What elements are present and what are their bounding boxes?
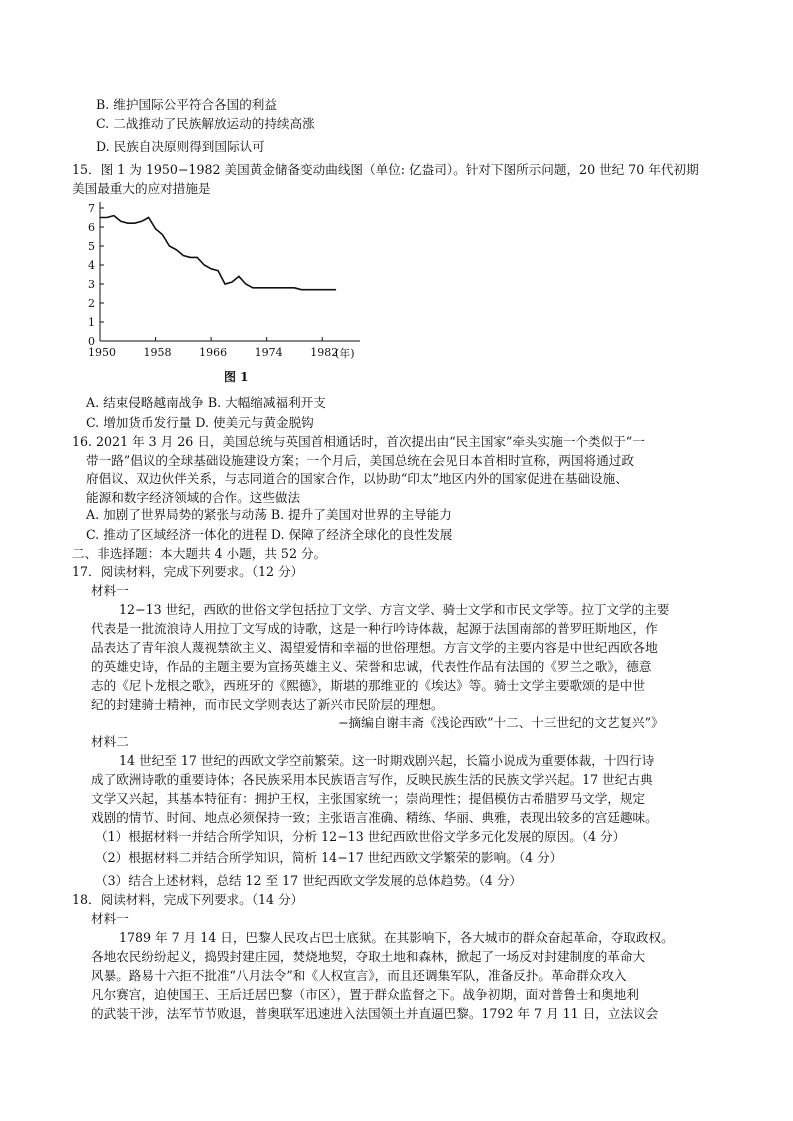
q16-stem-line3: 府倡议、双边伙伴关系，与志同道合的国家合作，以协助“印太”地区内外的国家促进在基础设施、 (86, 471, 628, 486)
q16-stem-line2: 带一路”倡议的全球基础设施建设方案；一个月后，美国总统在会见日本首相时宣称，两国将通过政 (86, 453, 634, 468)
q18-m1-line2: 各地农民纷纷起义，捣毁封建庄园，焚烧地契，夺取土地和森林，掀起了一场反对封建制度的革命大 (91, 949, 646, 964)
gold-reserve-chart (80, 198, 380, 383)
q17-material1-title: 材料一 (91, 583, 129, 598)
y-tick-label: 1 (88, 316, 95, 329)
q18-heading: 18．阅读材料，完成下列要求。（14 分） (72, 892, 304, 907)
x-tick-label: 1950 (88, 346, 116, 359)
q16-stem-line4: 能源和数字经济领域的合作。这些做法 (86, 490, 301, 505)
y-tick-label: 3 (88, 278, 95, 291)
y-tick-label: 4 (88, 259, 95, 272)
q17-m1-source: −摘编自谢丰斋《浅论西欧”十二、十三世纪的文艺复兴”》 (338, 715, 664, 730)
chart-x-ticks (88, 337, 338, 359)
q17-requirement-2: （2）根据材料二并结合所学知识，简析 14−17 世纪西欧文学繁荣的影响。（4 分） (95, 850, 563, 865)
q16-options-ab: A. 加剧了世界局势的紧张与动荡 B. 提升了美国对世界的主导能力 (86, 507, 452, 522)
q17-m2-line1: 14 世纪至 17 世纪的西欧文学空前繁荣。这一时期戏剧兴起，长篇小说成为重要体裁，十四行诗 (119, 753, 655, 768)
q17-requirement-1: （1）根据材料一并结合所学知识，分析 12−13 世纪西欧世俗文学多元化发展的原因。（4 分） (95, 829, 626, 844)
y-tick-label: 2 (88, 297, 95, 310)
q17-m2-line2: 成了欧洲诗歌的重要诗体；各民族采用本民族语言写作，反映民族生活的民族文学兴起。17 世纪古典 (91, 772, 653, 787)
q18-material1-title: 材料一 (91, 911, 129, 926)
q18-m1-line3: 风暴。路易十六拒不批准“八月法令”和《人权宣言》，而且还调集军队，准备反扑。革命群众攻入 (91, 968, 627, 983)
q16-stem-line1: 16. 2021 年 3 月 26 日，美国总统与英国首相通话时，首次提出由“民主国家”牵头实施一个类似于“一 (72, 434, 645, 449)
x-tick-label: 1966 (199, 346, 228, 359)
y-tick-label: 5 (88, 240, 95, 253)
q14-option-c: C. 二战推动了民族解放运动的持续高涨 (96, 116, 315, 131)
q17-m1-line5: 志的《尼卜龙根之歌》，西班牙的《熙德》，斯堪的那维亚的《埃达》等。骑士文学主要歌颂的是中世 (91, 678, 646, 693)
y-tick-label: 6 (88, 221, 95, 234)
q17-m1-line3: 品表达了青年浪人蔑视禁欲主义、渴望爱情和幸福的世俗理想。方言文学的主要内容是中世纪西欧各地 (91, 640, 658, 655)
q17-m1-line4: 的英雄史诗，作品的主题主要为宣扬英雄主义、荣誉和忠诚，代表性作品有法国的《罗兰之歌》，德意 (91, 659, 652, 674)
q16-options-cd: C. 推动了区域经济一体化的进程 D. 保障了经济全球化的良性发展 (86, 527, 453, 542)
q18-m1-line4: 凡尔赛宫，迫使国王、王后迁居巴黎（市区），置于群众监督之下。战争初期，面对普鲁士和奥地利 (91, 987, 639, 1002)
figure-caption: 图 1 (224, 370, 249, 384)
gold-reserve-line (100, 216, 336, 290)
q17-m2-line3: 文学又兴起，其基本特征有：拥护王权，主张国家统一；崇尚理性；提倡模仿古希腊罗马文学，规定 (91, 791, 646, 806)
q15-options-cd: C. 增加货币发行量 D. 使美元与黄金脱钩 (86, 415, 314, 430)
x-tick-label: 1982 (310, 346, 339, 359)
q14-option-d: D. 民族自决原则得到国际认可 (96, 139, 265, 154)
q15-options-ab: A. 结束侵略越南战争 B. 大幅缩减福利开支 (86, 395, 326, 410)
q15-stem-line2: 美国最重大的应对措施是 (72, 181, 211, 196)
q18-m1-line5: 的武装干涉，法军节节败退，普奥联军迅速进入法国领土并直逼巴黎。1792 年 7 月 11 日，立法议会 (91, 1006, 659, 1021)
q14-option-b: B. 维护国际公平符合各国的利益 (96, 97, 277, 112)
q18-m1-line1: 1789 年 7 月 14 日，巴黎人民攻占巴士底狱。在其影响下，各大城市的群众奋起革命，夺取政权。 (119, 930, 674, 945)
q15-stem-line1: 15．图 1 为 1950−1982 美国黄金储备变动曲线图（单位: 亿盎司）。针对下图所示问题，20 世纪 70 年代初期 (72, 162, 699, 177)
q17-m1-line1: 12−13 世纪，西欧的世俗文学包括拉丁文学、方言文学、骑士文学和市民文学等。拉丁文学的主要 (119, 602, 670, 617)
q17-material2-title: 材料二 (91, 734, 129, 749)
x-tick-label: 1958 (143, 346, 172, 359)
y-tick-label: 7 (88, 202, 95, 215)
x-axis-unit-label: (年) (335, 347, 355, 360)
q17-m2-line4: 戏剧的情节、时间、地点必须保持一致；主张语言准确、精练、华丽、典雅，表现出较多的宫廷趣味。 (91, 810, 658, 825)
section2-heading: 二、非选择题：本大题共 4 小题，共 52 分。 (72, 546, 327, 561)
chart-y-ticks (88, 202, 104, 348)
x-tick-label: 1974 (254, 346, 283, 359)
q17-heading: 17．阅读材料，完成下列要求。（12 分） (72, 564, 304, 579)
q17-m1-line2: 代表是一批流浪诗人用拉丁文写成的诗歌，这是一种行吟诗体裁，起源于法国南部的普罗旺斯地区，作 (91, 621, 658, 636)
q17-m1-line6: 纪的封建骑士精神，而市民文学则表达了新兴市民阶层的理想。 (91, 697, 444, 712)
q17-requirement-3: （3）结合上述材料，总结 12 至 17 世纪西欧文学发展的总体趋势。（4 分） (95, 873, 523, 888)
y-tick-label: 0 (88, 335, 95, 348)
